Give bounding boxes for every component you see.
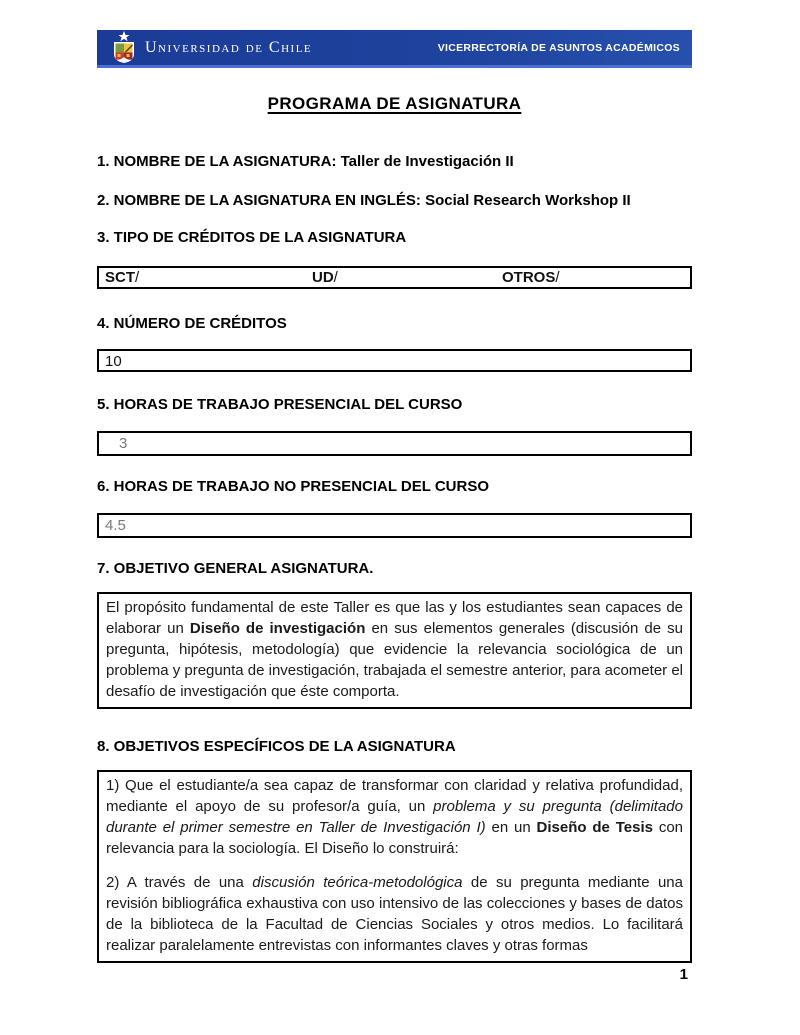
section-4-heading: 4. NÚMERO DE CRÉDITOS bbox=[97, 315, 287, 332]
credits-number-value: 10 bbox=[105, 353, 122, 370]
credit-slash-sct: / bbox=[135, 269, 140, 286]
general-objective-box bbox=[97, 592, 692, 709]
general-objective-paragraph: El propósito fundamental de este Taller es que las y los estudiantes sean capaces de elaborar un Diseño de investigación en sus elementos generales (discusión de su pregunta, hipótesis, metodología) que evidencie la relevancia sociológica de un problema y pregunta de investigación, trabajada el semestre anterior, para acometer el desafío de investigación que éste comporta. bbox=[106, 599, 684, 700]
section-1-heading: 1. NOMBRE DE LA ASIGNATURA: Taller de Investigación II bbox=[97, 153, 514, 170]
section-7-heading: 7. OBJETIVO GENERAL ASIGNATURA. bbox=[97, 560, 374, 577]
university-shield-icon bbox=[111, 31, 137, 63]
banner-brand bbox=[111, 33, 312, 63]
specific-objective-paragraph-1: 1) Que el estudiante/a sea capaz de transformar con claridad y relativa profundidad, mediante el apoyo de su profesor/a guía, un problema y su pregunta (delimitado durante el primer semestre en Taller de Investigación I) en un Diseño de Tesis con relevancia para la sociología. El Diseño lo construirá: bbox=[106, 777, 684, 857]
credit-cell-ud bbox=[312, 269, 502, 286]
page-number: 1 bbox=[679, 966, 688, 983]
university-name: Universidad de Chile bbox=[145, 38, 313, 56]
credit-cell-sct bbox=[105, 269, 312, 286]
non-presential-hours-value: 4.5 bbox=[105, 517, 126, 534]
presential-hours-value: 3 bbox=[119, 435, 128, 452]
credit-label-sct: SCT bbox=[105, 269, 135, 286]
section-8-heading: 8. OBJETIVOS ESPECÍFICOS DE LA ASIGNATURA bbox=[97, 738, 456, 755]
credit-label-otros: OTROS bbox=[502, 269, 556, 286]
non-presential-hours-box bbox=[97, 513, 692, 538]
document-title: PROGRAMA DE ASIGNATURA bbox=[267, 94, 522, 113]
section-3-heading: 3. TIPO DE CRÉDITOS DE LA ASIGNATURA bbox=[97, 229, 407, 246]
section-6-heading: 6. HORAS DE TRABAJO NO PRESENCIAL DEL CURSO bbox=[97, 478, 489, 495]
vicerrectoria-label: VICERRECTORÍA DE ASUNTOS ACADÉMICOS bbox=[437, 41, 680, 54]
specific-objectives-box bbox=[97, 770, 692, 963]
credit-cell-otros bbox=[502, 269, 690, 286]
specific-objective-paragraph-2: 2) A través de una discusión teórica-metodológica de su pregunta mediante una revisión bibliográfica exhaustiva con uso intensivo de las colecciones y bases de datos de la biblioteca de la Facultad de Ciencias Sociales y otros medios. Lo facilitará realizar paralelamente entrevistas con informantes claves y otras formas bbox=[106, 874, 683, 954]
university-banner bbox=[97, 30, 692, 68]
credit-type-table bbox=[97, 266, 692, 289]
credits-number-box bbox=[97, 349, 692, 372]
section-5-heading: 5. HORAS DE TRABAJO PRESENCIAL DEL CURSO bbox=[97, 396, 463, 413]
presential-hours-box bbox=[97, 431, 692, 456]
credit-label-ud: UD bbox=[312, 269, 334, 286]
section-2-heading: 2. NOMBRE DE LA ASIGNATURA EN INGLÉS: Social Research Workshop II bbox=[97, 192, 631, 209]
credit-slash-otros: / bbox=[555, 269, 560, 286]
credit-slash-ud: / bbox=[333, 269, 338, 286]
